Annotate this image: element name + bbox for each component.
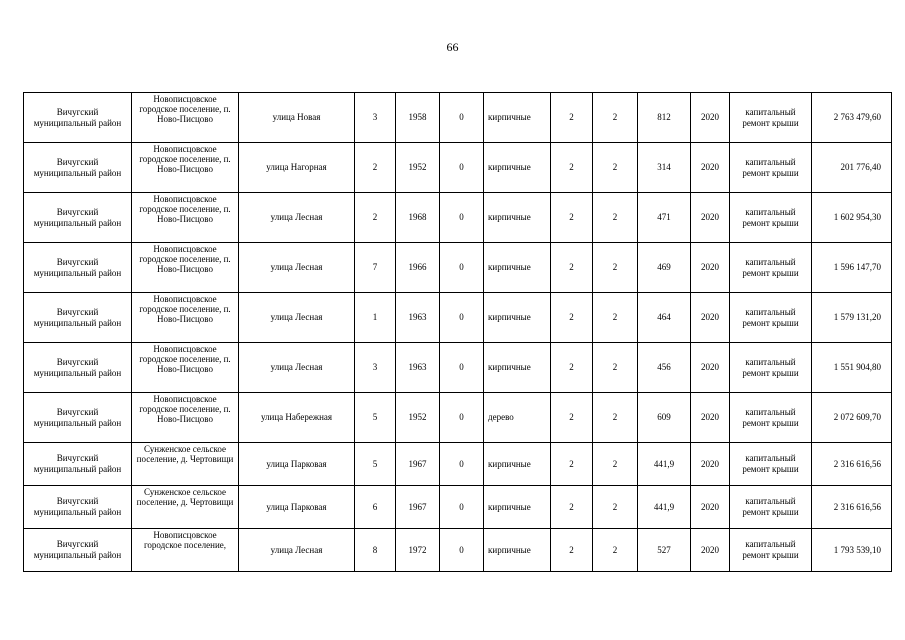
street-cell: улица Нагорная: [239, 143, 355, 193]
table-row: [24, 443, 892, 486]
street-cell: улица Набережная: [239, 393, 355, 443]
area-cell: 441,9: [638, 443, 691, 486]
settlement-cell: Новописцовское городское поселение, п. Ново-Писцово: [132, 93, 239, 143]
district-cell: Вичугский муниципальный район: [24, 243, 132, 293]
value-cell: 0: [440, 443, 484, 486]
table-row: [24, 93, 892, 143]
district-cell: Вичугский муниципальный район: [24, 393, 132, 443]
cost-cell: 2 072 609,70: [812, 393, 892, 443]
district-cell: Вичугский муниципальный район: [24, 293, 132, 343]
entrances-cell: 2: [593, 343, 638, 393]
settlement-cell: Новописцовское городское поселение, п. Ново-Писцово: [132, 343, 239, 393]
street-cell: улица Парковая: [239, 486, 355, 529]
settlement-cell: Новописцовское городское поселение, п. Ново-Писцово: [132, 243, 239, 293]
wall-material-cell: кирпичные: [484, 143, 551, 193]
cost-cell: 1 579 131,20: [812, 293, 892, 343]
year-built-cell: 1963: [396, 343, 440, 393]
work-type-cell: капитальный ремонт крыши: [730, 343, 812, 393]
work-type-cell: капитальный ремонт крыши: [730, 243, 812, 293]
house-number-cell: 5: [355, 393, 396, 443]
floors-cell: 2: [551, 443, 593, 486]
entrances-cell: 2: [593, 443, 638, 486]
table-row: [24, 243, 892, 293]
cost-cell: 1 596 147,70: [812, 243, 892, 293]
wall-material-cell: кирпичные: [484, 486, 551, 529]
value-cell: 0: [440, 343, 484, 393]
settlement-cell: Новописцовское городское поселение,: [132, 529, 239, 572]
work-type-cell: капитальный ремонт крыши: [730, 443, 812, 486]
floors-cell: 2: [551, 393, 593, 443]
entrances-cell: 2: [593, 393, 638, 443]
entrances-cell: 2: [593, 93, 638, 143]
table-row: [24, 343, 892, 393]
page-number: 66: [446, 40, 459, 54]
house-number-cell: 3: [355, 93, 396, 143]
street-cell: улица Лесная: [239, 243, 355, 293]
value-cell: 0: [440, 93, 484, 143]
table-row: [24, 393, 892, 443]
year-built-cell: 1967: [396, 486, 440, 529]
plan-year-cell: 2020: [691, 193, 730, 243]
value-cell: 0: [440, 193, 484, 243]
value-cell: 0: [440, 143, 484, 193]
table-row: [24, 529, 892, 572]
wall-material-cell: дерево: [484, 393, 551, 443]
work-type-cell: капитальный ремонт крыши: [730, 393, 812, 443]
area-cell: 456: [638, 343, 691, 393]
plan-year-cell: 2020: [691, 143, 730, 193]
floors-cell: 2: [551, 243, 593, 293]
year-built-cell: 1968: [396, 193, 440, 243]
wall-material-cell: кирпичные: [484, 293, 551, 343]
work-type-cell: капитальный ремонт крыши: [730, 93, 812, 143]
buildings-table: [23, 92, 892, 572]
floors-cell: 2: [551, 193, 593, 243]
district-cell: Вичугский муниципальный район: [24, 143, 132, 193]
street-cell: улица Лесная: [239, 193, 355, 243]
wall-material-cell: кирпичные: [484, 243, 551, 293]
settlement-cell: Новописцовское городское поселение, п. Ново-Писцово: [132, 143, 239, 193]
street-cell: улица Лесная: [239, 529, 355, 572]
house-number-cell: 1: [355, 293, 396, 343]
house-number-cell: 6: [355, 486, 396, 529]
area-cell: 464: [638, 293, 691, 343]
cost-cell: 1 551 904,80: [812, 343, 892, 393]
area-cell: 441,9: [638, 486, 691, 529]
year-built-cell: 1952: [396, 393, 440, 443]
plan-year-cell: 2020: [691, 293, 730, 343]
street-cell: улица Новая: [239, 93, 355, 143]
cost-cell: 1 602 954,30: [812, 193, 892, 243]
floors-cell: 2: [551, 143, 593, 193]
plan-year-cell: 2020: [691, 443, 730, 486]
entrances-cell: 2: [593, 293, 638, 343]
value-cell: 0: [440, 486, 484, 529]
entrances-cell: 2: [593, 193, 638, 243]
plan-year-cell: 2020: [691, 393, 730, 443]
work-type-cell: капитальный ремонт крыши: [730, 293, 812, 343]
cost-cell: 1 793 539,10: [812, 529, 892, 572]
wall-material-cell: кирпичные: [484, 529, 551, 572]
floors-cell: 2: [551, 293, 593, 343]
year-built-cell: 1966: [396, 243, 440, 293]
area-cell: 609: [638, 393, 691, 443]
house-number-cell: 3: [355, 343, 396, 393]
year-built-cell: 1972: [396, 529, 440, 572]
house-number-cell: 8: [355, 529, 396, 572]
cost-cell: 2 316 616,56: [812, 486, 892, 529]
wall-material-cell: кирпичные: [484, 93, 551, 143]
settlement-cell: Новописцовское городское поселение, п. Ново-Писцово: [132, 293, 239, 343]
value-cell: 0: [440, 293, 484, 343]
entrances-cell: 2: [593, 143, 638, 193]
house-number-cell: 5: [355, 443, 396, 486]
year-built-cell: 1952: [396, 143, 440, 193]
table-row: [24, 486, 892, 529]
cost-cell: 201 776,40: [812, 143, 892, 193]
area-cell: 469: [638, 243, 691, 293]
plan-year-cell: 2020: [691, 486, 730, 529]
house-number-cell: 2: [355, 193, 396, 243]
street-cell: улица Парковая: [239, 443, 355, 486]
district-cell: Вичугский муниципальный район: [24, 193, 132, 243]
entrances-cell: 2: [593, 243, 638, 293]
table-row: [24, 193, 892, 243]
settlement-cell: Сунженское сельское поселение, д. Чертовищи: [132, 486, 239, 529]
value-cell: 0: [440, 393, 484, 443]
table-row: [24, 143, 892, 193]
entrances-cell: 2: [593, 486, 638, 529]
area-cell: 527: [638, 529, 691, 572]
floors-cell: 2: [551, 343, 593, 393]
cost-cell: 2 316 616,56: [812, 443, 892, 486]
area-cell: 471: [638, 193, 691, 243]
floors-cell: 2: [551, 93, 593, 143]
street-cell: улица Лесная: [239, 343, 355, 393]
work-type-cell: капитальный ремонт крыши: [730, 143, 812, 193]
work-type-cell: капитальный ремонт крыши: [730, 529, 812, 572]
work-type-cell: капитальный ремонт крыши: [730, 193, 812, 243]
wall-material-cell: кирпичные: [484, 193, 551, 243]
district-cell: Вичугский муниципальный район: [24, 529, 132, 572]
settlement-cell: Новописцовское городское поселение, п. Ново-Писцово: [132, 393, 239, 443]
district-cell: Вичугский муниципальный район: [24, 486, 132, 529]
cost-cell: 2 763 479,60: [812, 93, 892, 143]
district-cell: Вичугский муниципальный район: [24, 93, 132, 143]
value-cell: 0: [440, 529, 484, 572]
plan-year-cell: 2020: [691, 93, 730, 143]
plan-year-cell: 2020: [691, 243, 730, 293]
entrances-cell: 2: [593, 529, 638, 572]
area-cell: 314: [638, 143, 691, 193]
table-row: [24, 293, 892, 343]
work-type-cell: капитальный ремонт крыши: [730, 486, 812, 529]
floors-cell: 2: [551, 529, 593, 572]
house-number-cell: 7: [355, 243, 396, 293]
wall-material-cell: кирпичные: [484, 443, 551, 486]
district-cell: Вичугский муниципальный район: [24, 343, 132, 393]
wall-material-cell: кирпичные: [484, 343, 551, 393]
district-cell: Вичугский муниципальный район: [24, 443, 132, 486]
area-cell: 812: [638, 93, 691, 143]
floors-cell: 2: [551, 486, 593, 529]
plan-year-cell: 2020: [691, 343, 730, 393]
settlement-cell: Сунженское сельское поселение, д. Чертовищи: [132, 443, 239, 486]
year-built-cell: 1958: [396, 93, 440, 143]
value-cell: 0: [440, 243, 484, 293]
year-built-cell: 1963: [396, 293, 440, 343]
house-number-cell: 2: [355, 143, 396, 193]
year-built-cell: 1967: [396, 443, 440, 486]
plan-year-cell: 2020: [691, 529, 730, 572]
street-cell: улица Лесная: [239, 293, 355, 343]
settlement-cell: Новописцовское городское поселение, п. Ново-Писцово: [132, 193, 239, 243]
